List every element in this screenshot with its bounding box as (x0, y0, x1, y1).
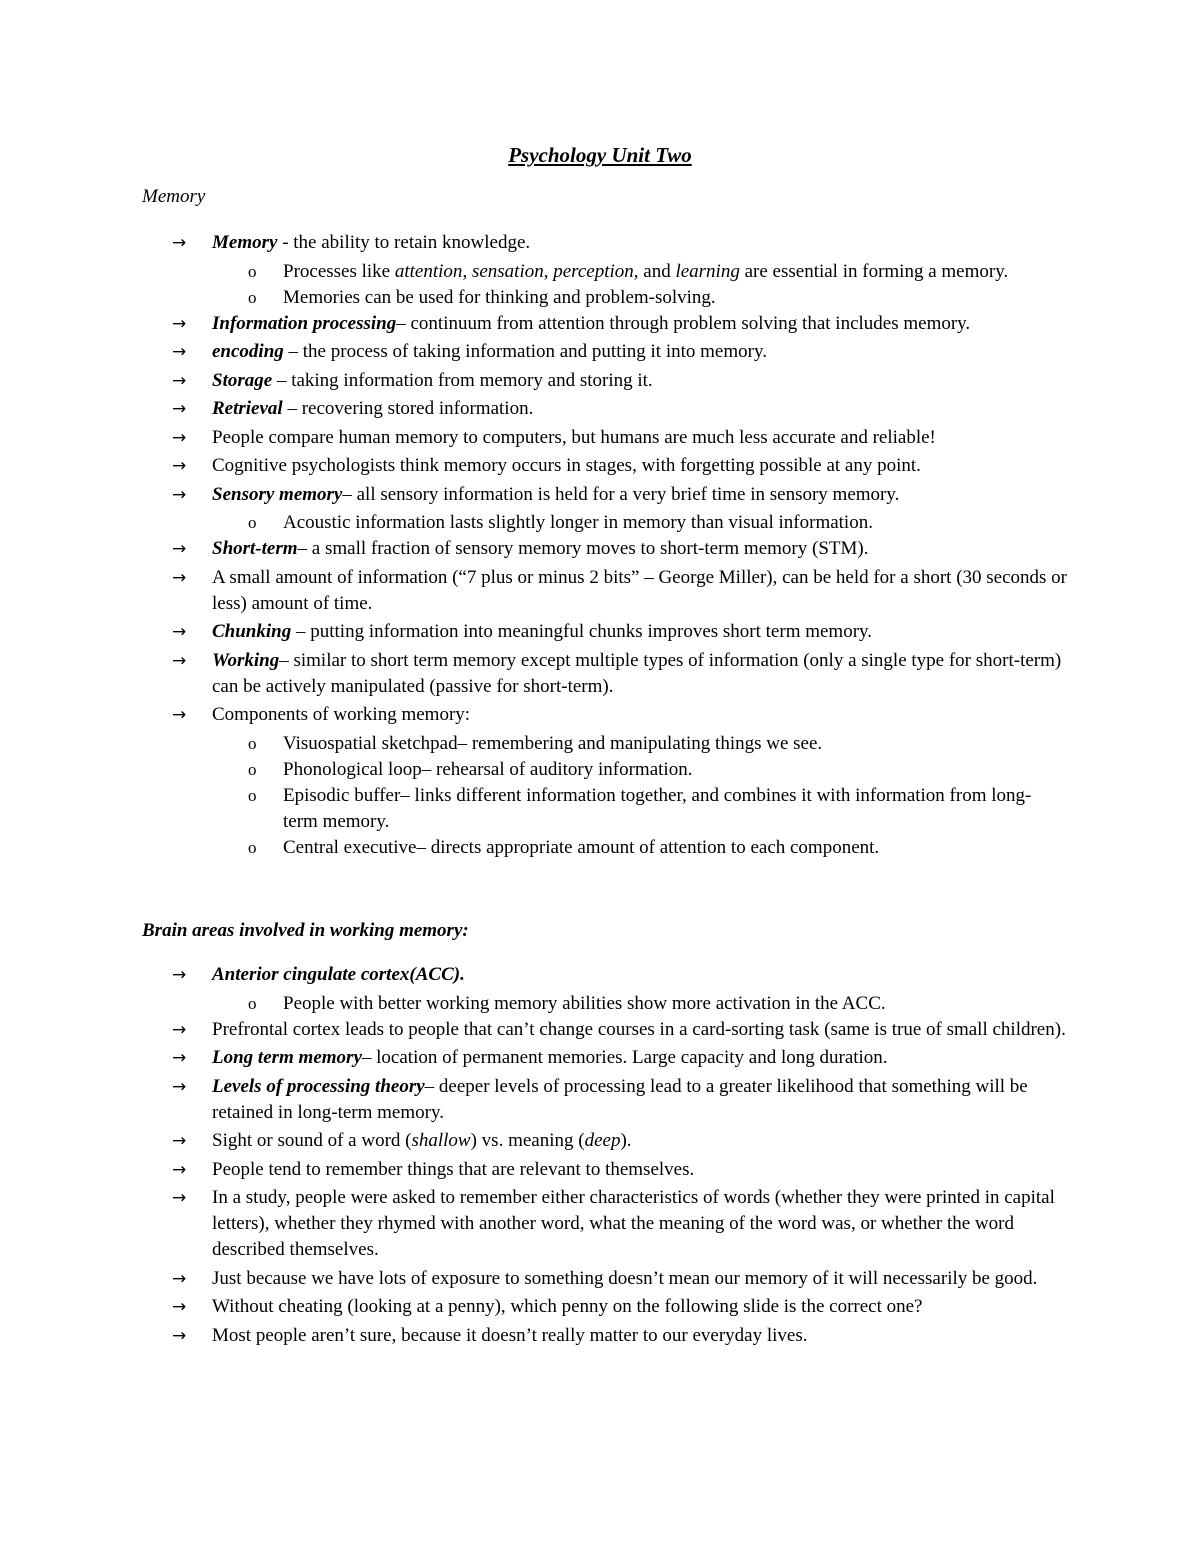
arrow-bullet-icon: → (172, 233, 187, 253)
arrow-bullet-icon: → (172, 1131, 187, 1151)
circle-bullet-icon: o (248, 759, 257, 779)
item-text: ) vs. meaning ( (470, 1130, 585, 1151)
item-text: – taking information from memory and storing it. (272, 369, 653, 391)
item-text: Memories can be used for thinking and problem-solving. (283, 286, 716, 308)
item-text: , and (633, 260, 676, 282)
item-text: People tend to remember things that are relevant to themselves. (212, 1158, 695, 1180)
item-text: Most people aren’t sure, because it doesn’t really matter to our everyday lives. (212, 1324, 808, 1346)
arrow-bullet-icon: → (172, 1048, 187, 1068)
arrow-bullet-icon: → (172, 965, 187, 985)
arrow-bullet-icon: → (172, 650, 187, 671)
circle-bullet-icon: o (248, 837, 257, 857)
arrow-bullet-icon: → (172, 399, 187, 419)
item-text: deep (584, 1130, 621, 1151)
arrow-bullet-icon: → (172, 1019, 187, 1040)
list-item (0, 482, 1200, 508)
list-item (0, 396, 1200, 422)
list-item (0, 453, 1200, 479)
list-item (0, 425, 1200, 451)
arrow-bullet-icon: → (172, 705, 187, 725)
list-item (0, 702, 1200, 728)
term-text: Short-term (212, 538, 298, 559)
sub-list-item (0, 510, 1200, 536)
arrow-bullet-icon: → (172, 1297, 187, 1317)
item-text: Processes like (283, 260, 395, 282)
item-text: - the ability to retain knowledge. (277, 232, 531, 253)
circle-bullet-icon: o (248, 287, 257, 307)
list-item (0, 1323, 1200, 1349)
list-item (0, 962, 1200, 988)
item-text: Visuospatial sketchpad– remembering and manipulating things we see. (283, 732, 823, 754)
circle-bullet-icon: o (248, 993, 257, 1013)
notes-list-memory (0, 230, 1200, 861)
term-text: Memory (212, 232, 278, 253)
list-item (0, 1157, 1200, 1183)
item-text: A small amount of information (“7 plus or minus 2 bits” – George Miller), can be held for a short (30 seconds or less) amount of time. (212, 566, 1067, 614)
list-item (0, 339, 1200, 365)
list-item (0, 565, 1200, 617)
item-text: Sight or sound of a word ( (212, 1130, 412, 1151)
sub-list-item (0, 991, 1200, 1017)
term-text: Information processing (212, 312, 397, 334)
list-item (0, 536, 1200, 562)
item-text: – a small fraction of sensory memory moves to short-term memory (STM). (297, 538, 869, 559)
sub-list-item (0, 783, 1200, 835)
item-text: learning (675, 260, 740, 282)
term-text: Levels of processing theory (212, 1075, 425, 1097)
item-text: People with better working memory abilities show more activation in the ACC. (283, 992, 886, 1014)
item-text: Phonological loop– rehearsal of auditory information. (283, 758, 693, 780)
list-item (0, 648, 1200, 700)
item-text: Acoustic information lasts slightly longer in memory than visual information. (283, 512, 873, 533)
term-text: Anterior cingulate cortex(ACC). (212, 964, 465, 985)
list-item (0, 1294, 1200, 1320)
list-item (0, 368, 1200, 394)
item-text: Components of working memory: (212, 704, 471, 725)
arrow-bullet-icon: → (172, 1159, 187, 1180)
list-item (0, 230, 1200, 256)
item-text: – location of permanent memories. Large capacity and long duration. (361, 1047, 888, 1068)
item-text: Just because we have lots of exposure to something doesn’t mean our memory of it will necessarily be good. (212, 1267, 1038, 1289)
item-text: sensation (471, 260, 544, 282)
arrow-bullet-icon: → (172, 427, 187, 448)
arrow-bullet-icon: → (172, 342, 187, 362)
sub-list-item (0, 757, 1200, 783)
circle-bullet-icon: o (248, 733, 257, 753)
item-text: People compare human memory to computers, but humans are much less accurate and reliable! (212, 426, 936, 448)
list-item (0, 1045, 1200, 1071)
item-text: Episodic buffer– links different information together, and combines it with information from long-term memory. (283, 784, 1032, 832)
arrow-bullet-icon: → (172, 1268, 187, 1289)
item-text: – similar to short term memory except multiple types of information (only a single type for short-term) can be actively manipulated (passive for short-term). (212, 649, 1062, 697)
item-text: – putting information into meaningful chunks improves short term memory. (291, 621, 873, 642)
item-text: Central executive– directs appropriate amount of attention to each component. (283, 836, 880, 858)
sub-list-item (0, 835, 1200, 861)
term-text: Storage (212, 369, 273, 391)
arrow-bullet-icon: → (172, 370, 187, 391)
list-item (0, 1074, 1200, 1126)
term-text: encoding (212, 341, 284, 362)
item-text: ). (620, 1130, 632, 1151)
list-item (0, 1266, 1200, 1292)
arrow-bullet-icon: → (172, 313, 187, 334)
item-text: Prefrontal cortex leads to people that can’t change courses in a card-sorting task (same is true of small children). (212, 1018, 1066, 1040)
arrow-bullet-icon: → (172, 567, 187, 588)
list-item (0, 311, 1200, 337)
item-text: Without cheating (looking at a penny), which penny on the following slide is the correct one? (212, 1296, 923, 1317)
arrow-bullet-icon: → (172, 1188, 187, 1208)
arrow-bullet-icon: → (172, 484, 187, 505)
circle-bullet-icon: o (248, 785, 257, 805)
sub-list-item (0, 731, 1200, 757)
notes-list-brain-areas (0, 962, 1200, 1351)
document-title: Psychology Unit Two (508, 143, 692, 167)
circle-bullet-icon: o (248, 261, 257, 281)
item-text: – all sensory information is held for a very brief time in sensory memory. (342, 483, 900, 505)
item-text: , (462, 260, 472, 282)
list-item (0, 1128, 1200, 1154)
list-item (0, 1017, 1200, 1043)
item-text: – continuum from attention through problem solving that includes memory. (396, 312, 971, 334)
item-text: shallow (411, 1130, 471, 1151)
term-text: Retrieval (212, 398, 283, 419)
item-text: – the process of taking information and putting it into memory. (283, 341, 767, 362)
list-item (0, 1185, 1200, 1263)
arrow-bullet-icon: → (172, 1325, 187, 1346)
sub-list-item (0, 285, 1200, 311)
arrow-bullet-icon: → (172, 456, 187, 476)
arrow-bullet-icon: → (172, 539, 187, 559)
section-heading-memory: Memory (142, 186, 206, 207)
section-heading-brain-areas: Brain areas involved in working memory: (142, 920, 469, 941)
item-text: perception (553, 260, 634, 282)
item-text: attention (394, 260, 463, 282)
item-text: , (543, 260, 554, 282)
term-text: Chunking (212, 621, 292, 642)
item-text: Cognitive psychologists think memory occurs in stages, with forgetting possible at any point. (212, 455, 921, 476)
term-text: Sensory memory (212, 483, 343, 505)
term-text: Working (212, 649, 280, 671)
item-text: In a study, people were asked to remember either characteristics of words (whether they were printed in capital letters), whether they rhymed with another word, what the meaning of the word was, or whether the word described themselves. (212, 1187, 1055, 1260)
circle-bullet-icon: o (248, 513, 257, 532)
item-text: – deeper levels of processing lead to a greater likelihood that something will be retained in long-term memory. (212, 1075, 1028, 1123)
item-text: are essential in forming a memory. (739, 260, 1009, 282)
arrow-bullet-icon: → (172, 622, 187, 642)
item-text: – recovering stored information. (282, 398, 534, 419)
sub-list-item (0, 259, 1200, 285)
arrow-bullet-icon: → (172, 1076, 187, 1097)
list-item (0, 619, 1200, 645)
term-text: Long term memory (212, 1047, 362, 1068)
